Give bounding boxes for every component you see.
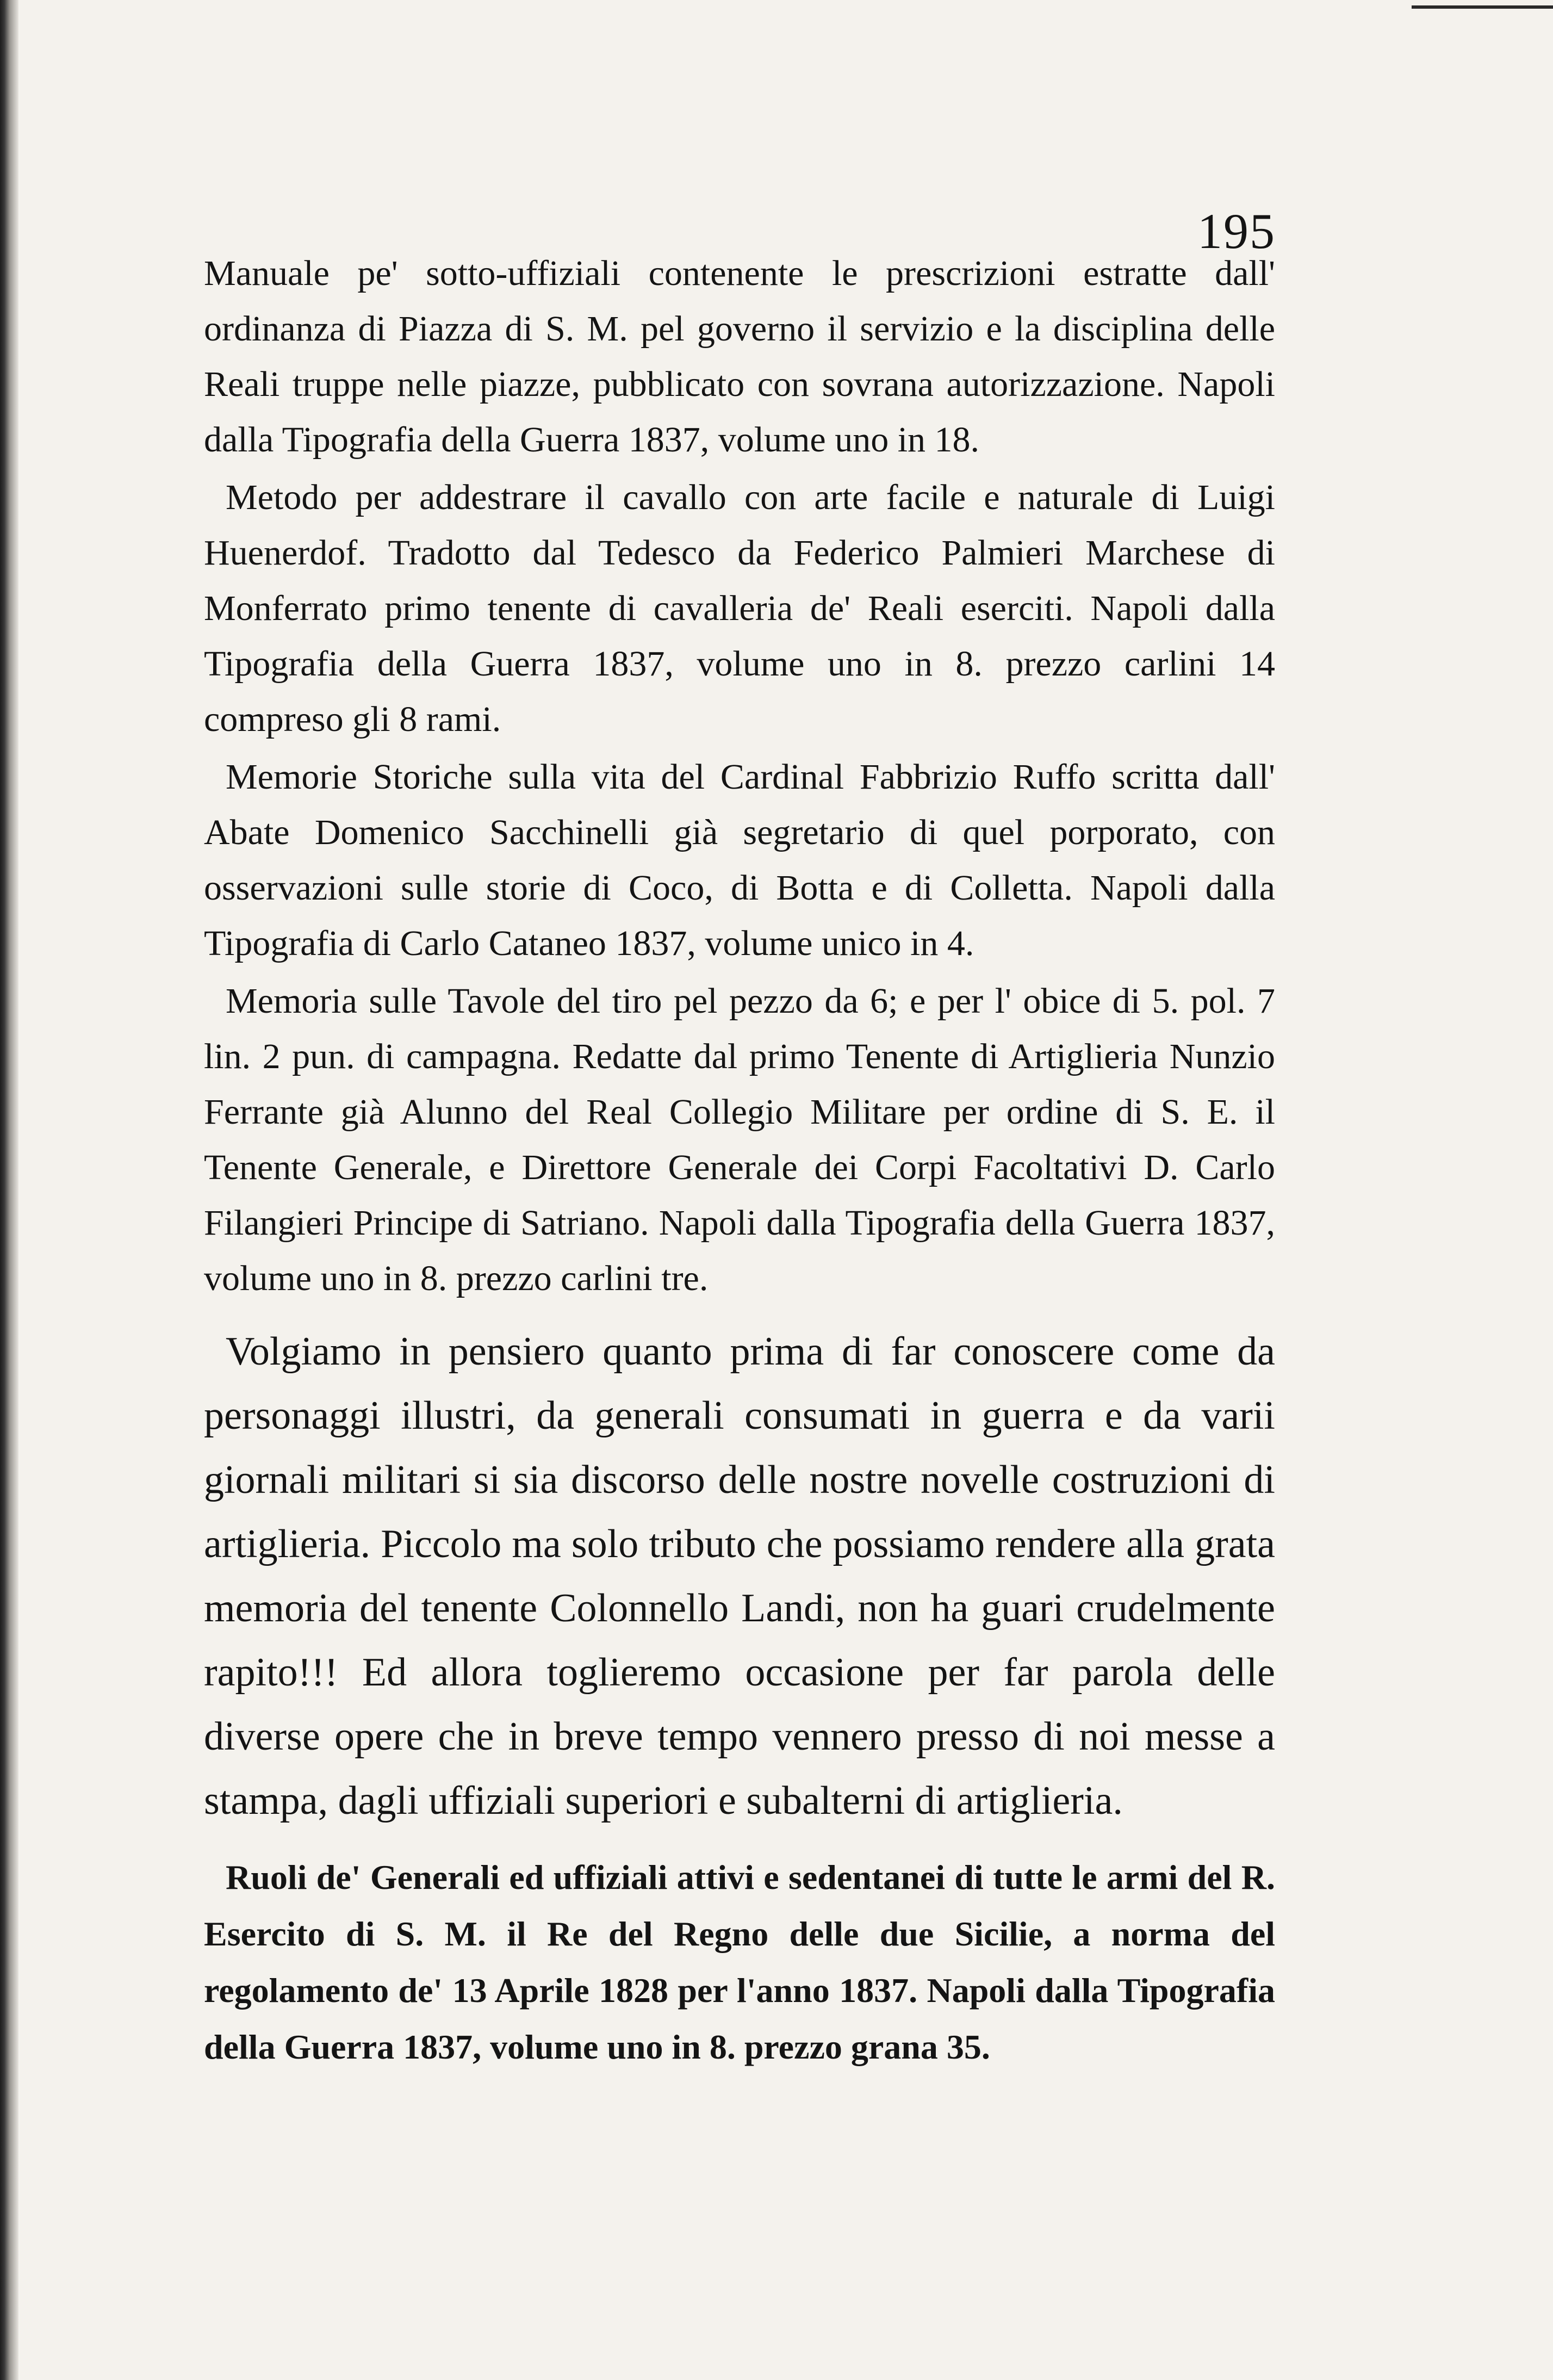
- bibliography-entry-memorie-storiche: Memorie Storiche sulla vita del Cardinal Fabbrizio Ruffo scritta dall' Abate Domenico Sacchinelli già segretario di quel porporato, con osservazioni sulle storie di Coco, di Botta e di Colletta. Napoli dalla Tipografia di Carlo Cataneo 1837, volume unico in 4.: [204, 757, 1275, 963]
- bibliography-entry-manuale: Manuale pe' sotto-uffiziali contenente le prescrizioni estratte dall' ordinanza di Piazza di S. M. pel governo il servizio e la disciplina delle Reali truppe nelle piazze, pubblicato con sovrana autorizzazione. Napoli dalla Tipografia della Guerra 1837, volume uno in 18.: [204, 253, 1275, 460]
- page-content: [204, 246, 1275, 2078]
- bibliography-entry-metodo: Metodo per addestrare il cavallo con arte facile e naturale di Luigi Huenerdof. Tradotto dal Tedesco da Federico Palmieri Marchese di Monferrato primo tenente di cavalleria de' Reali eserciti. Napoli dalla Tipografia della Guerra 1837, volume uno in 8. prezzo carlini 14 compreso gli 8 rami.: [204, 478, 1275, 739]
- top-rule: [1412, 5, 1553, 9]
- binding-edge: [0, 0, 18, 2380]
- bibliography-entry-ruoli: Ruoli de' Generali ed uffiziali attivi e sedentanei di tutte le armi del R. Esercito di S. M. il Re del Regno delle due Sicilie, a norma del regolamento de' 13 Aprile 1828 per l'anno 1837. Napoli dalla Tipografia della Guerra 1837, volume uno in 8. prezzo grana 35.: [204, 1858, 1275, 2066]
- bibliography-entry-memoria-tavole: Memoria sulle Tavole del tiro pel pezzo da 6; e per l' obice di 5. pol. 7 lin. 2 pun. di campagna. Redatte dal primo Tenente di Artiglieria Nunzio Ferrante già Alunno del Real Collegio Militare per ordine di S. E. il Tenente Generale, e Direttore Generale dei Corpi Facoltativi D. Carlo Filangieri Principe di Satriano. Napoli dalla Tipografia della Guerra 1837, volume uno in 8. prezzo carlini tre.: [204, 981, 1275, 1298]
- body-paragraph: Volgiamo in pensiero quanto prima di far conoscere come da personaggi illustri, da generali consumati in guerra e da varii giornali militari si sia discorso delle nostre novelle costruzioni di artiglieria. Piccolo ma solo tributo che possiamo rendere alla grata memoria del tenente Colonnello Landi, non ha guari crudelmente rapito!!! Ed allora toglieremo occasione per far parola delle diverse opere che in breve tempo vennero presso di noi messe a stampa, dagli uffiziali superiori e subalterni di artiglieria.: [204, 1329, 1275, 1823]
- page-number: 195: [1197, 203, 1276, 259]
